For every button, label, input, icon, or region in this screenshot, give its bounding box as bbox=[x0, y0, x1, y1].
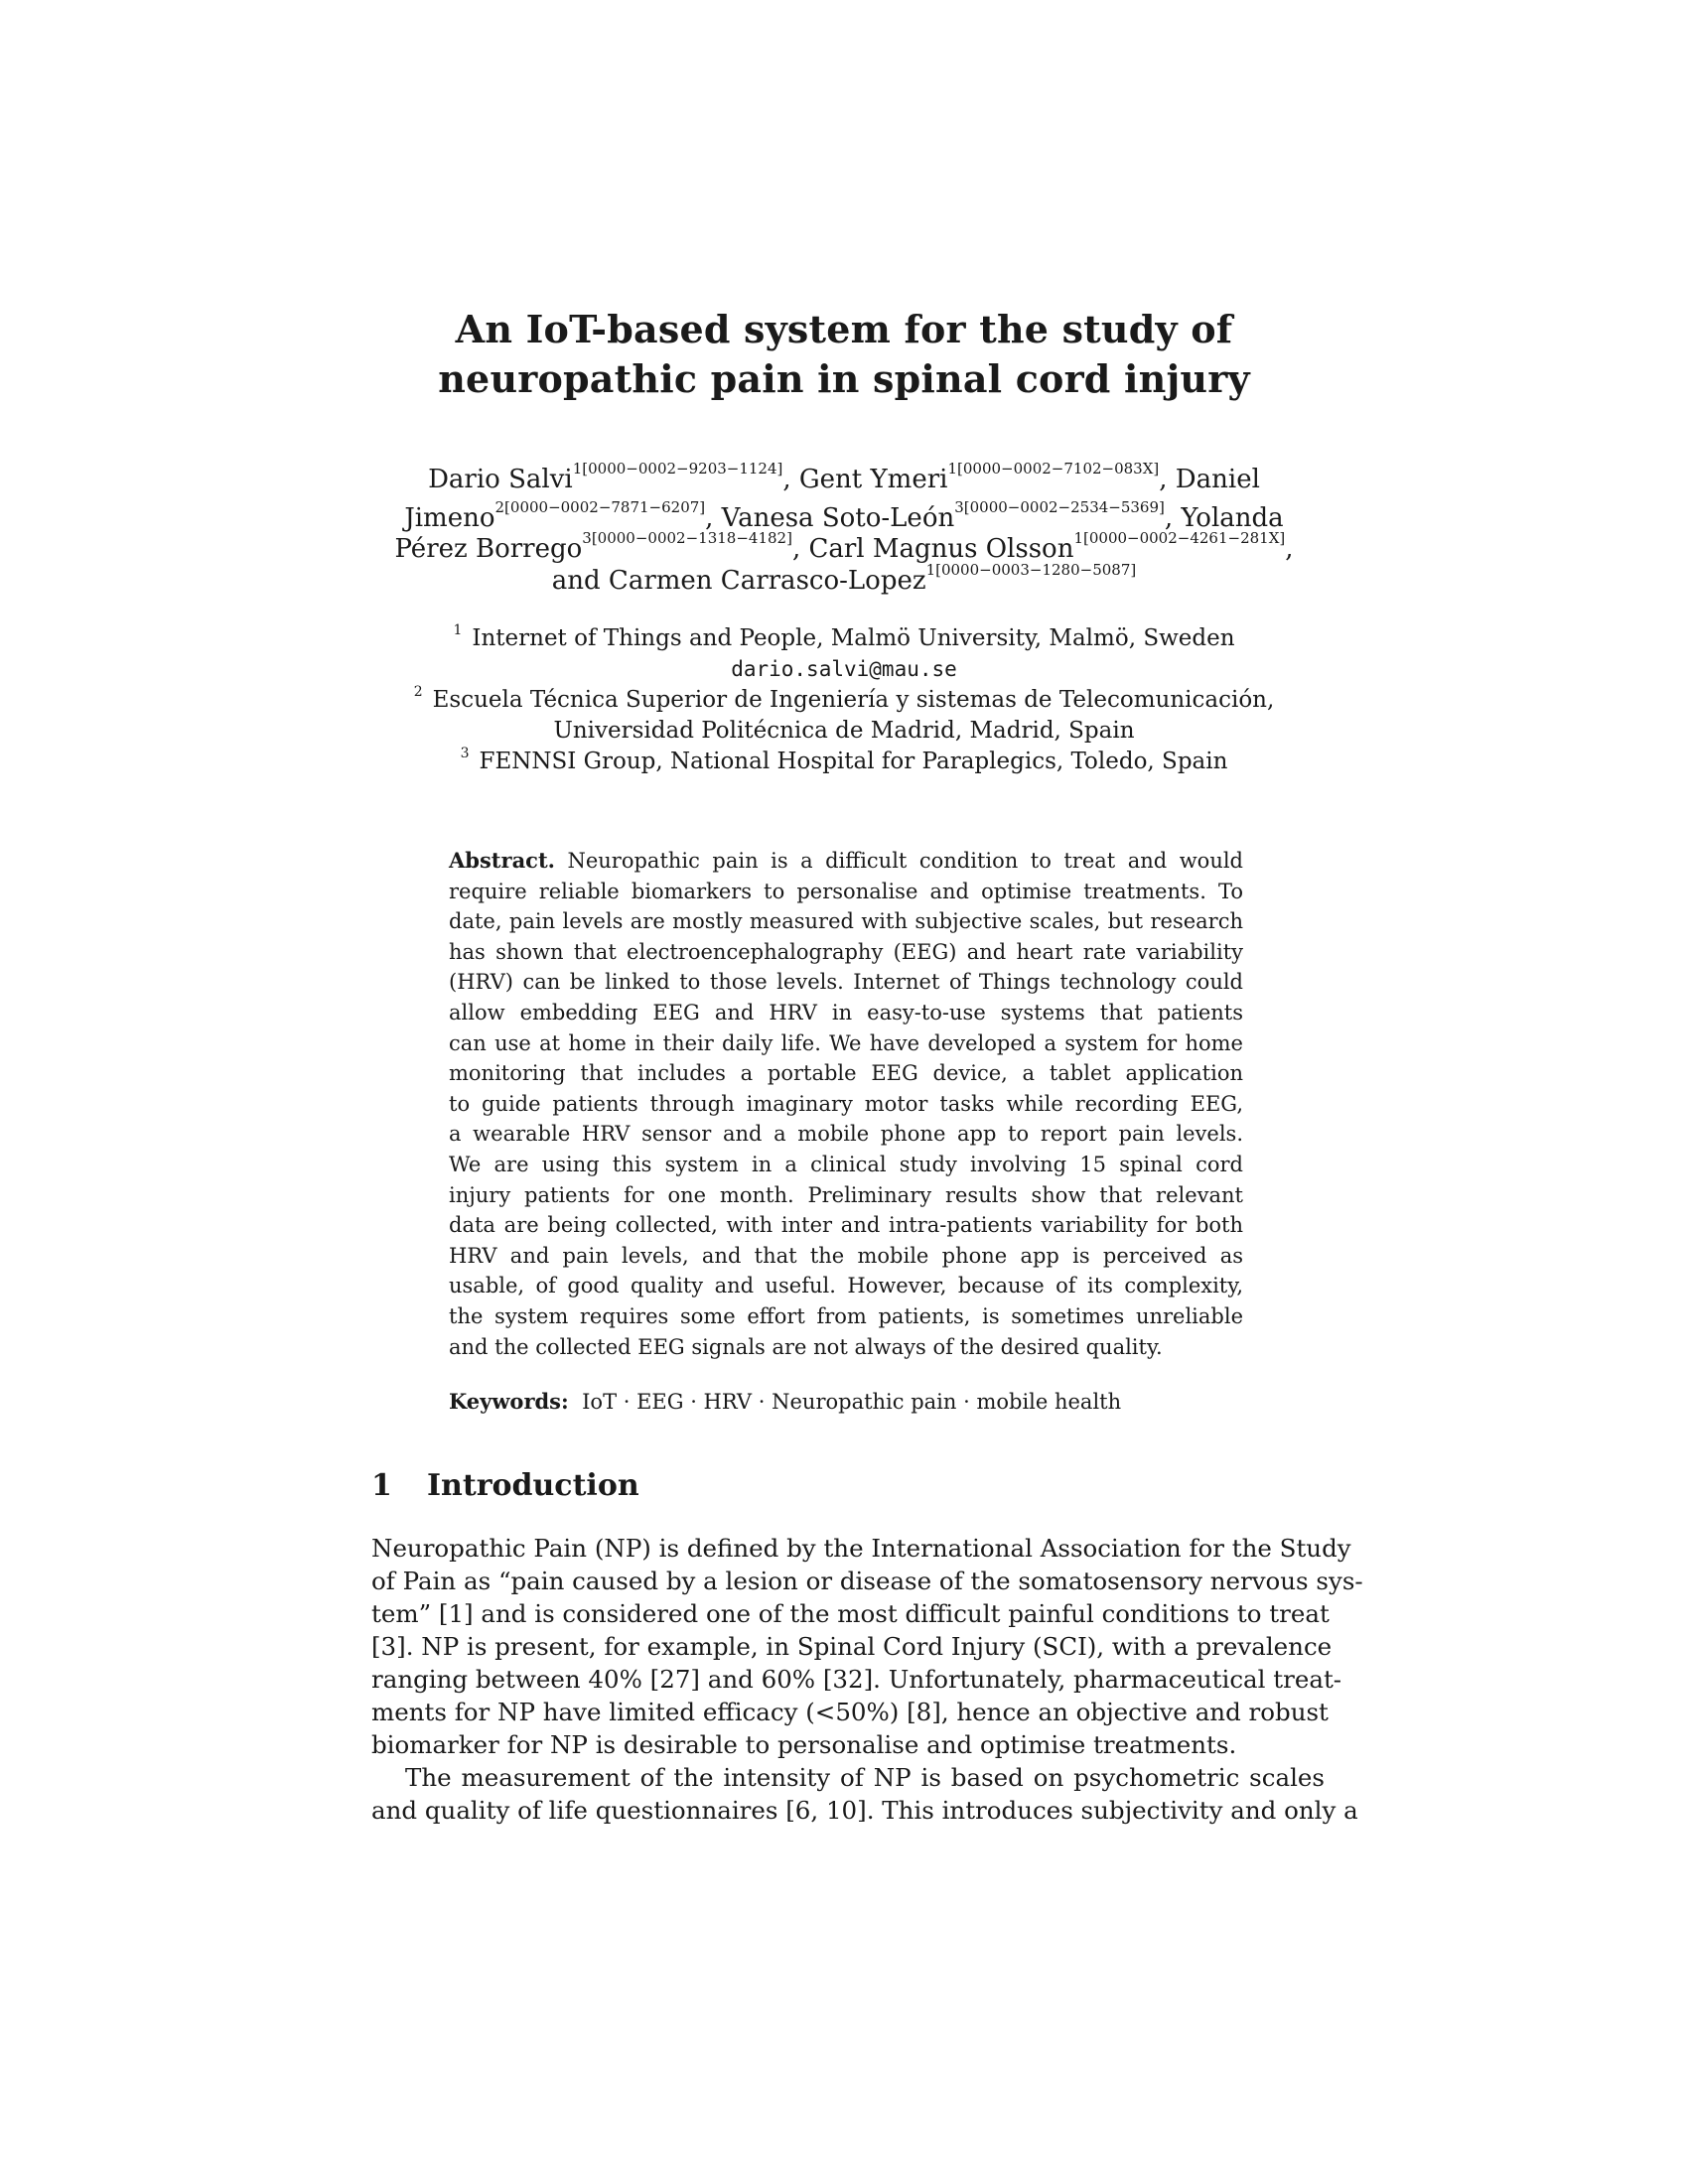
abstract-line: data are being collected, with inter and intra-patients variability for both bbox=[449, 1213, 1243, 1238]
body-line: ments for NP have limited efficacy (<50%) [8], hence an objective and robust bbox=[371, 1698, 1329, 1726]
author-line-2: Jimeno$^{2[0000-0002-7871-6207]}$, Vanesa Soto-León$^{3[0000-0002-2534-5369]}$, Yolanda bbox=[404, 498, 1284, 533]
author-name: , Vanesa Soto-León bbox=[705, 503, 955, 533]
abstract-line: allow embedding EEG and HRV in easy-to-use systems that patients bbox=[449, 1000, 1243, 1024]
body-line: tem” [1] and is considered one of the most difficult painful conditions to treat bbox=[371, 1599, 1330, 1628]
abstract-line: date, pain levels are mostly measured with subjective scales, but research bbox=[449, 909, 1243, 934]
author-name: , Gent Ymeri bbox=[782, 465, 948, 494]
abstract-label: Abstract. bbox=[449, 848, 555, 873]
body-line: biomarker for NP is desirable to personalise and optimise treatments. bbox=[371, 1730, 1237, 1759]
abstract-line: usable, of good quality and useful. However, because of its complexity, bbox=[449, 1274, 1243, 1298]
orcid: [0000−0002−7102−083X] bbox=[957, 460, 1160, 478]
author-name: Pérez Borrego bbox=[394, 534, 583, 564]
body-line: ranging between 40% [27] and 60% [32]. Unfortunately, pharmaceutical treat- bbox=[371, 1665, 1342, 1694]
affiliation-1: $^1$ Internet of Things and People, Malmö University, Malmö, Sweden bbox=[453, 622, 1235, 651]
body-line: [3]. NP is present, for example, in Spinal Cord Injury (SCI), with a prevalence bbox=[371, 1632, 1333, 1661]
orcid: [0000−0002−4261−281X] bbox=[1083, 529, 1286, 547]
paper-title-line-1: An IoT-based system for the study of bbox=[455, 307, 1233, 351]
abstract-line: the system requires some effort from patients, is sometimes unreliable bbox=[449, 1303, 1243, 1328]
author-line-1: Dario Salvi$^{1[0000-0002-9203-1124]}$, Gent Ymeri$^{1[0000-0002-7102-083X]}$, Daniel bbox=[428, 460, 1260, 494]
affiliation-2-line-2: Universidad Politécnica de Madrid, Madrid, Spain bbox=[553, 718, 1135, 744]
body-line: and quality of life questionnaires [6, 10]. This introduces subjectivity and only a bbox=[371, 1796, 1358, 1825]
body-line: Neuropathic Pain (NP) is defined by the International Association for the Study bbox=[371, 1534, 1351, 1563]
section-title: Introduction bbox=[427, 1468, 639, 1503]
abstract-line: injury patients for one month. Preliminary results show that relevant bbox=[449, 1182, 1243, 1207]
body-text bbox=[371, 1532, 1363, 1827]
author-name: , Daniel bbox=[1159, 465, 1260, 494]
author-name: , Carl Magnus Olsson bbox=[791, 534, 1074, 564]
keywords-label: Keywords: bbox=[449, 1389, 569, 1414]
author-name: Dario Salvi bbox=[428, 465, 573, 494]
abstract-line: has shown that electroencephalography (EEG) and heart rate variability bbox=[449, 939, 1243, 964]
abstract-line: can use at home in their daily life. We have developed a system for home bbox=[449, 1030, 1243, 1055]
body-line: of Pain as “pain caused by a lesion or disease of the somatosensory nervous sys- bbox=[371, 1567, 1363, 1595]
abstract-line: Abstract. Neuropathic pain is a difficult condition to treat and would bbox=[449, 848, 1244, 873]
abstract-line: HRV and pain levels, and that the mobile phone app is perceived as bbox=[449, 1243, 1243, 1268]
author-name: , Yolanda bbox=[1164, 503, 1284, 533]
abstract-line: a wearable HRV sensor and a mobile phone app to report pain levels. bbox=[449, 1122, 1243, 1147]
abstract-line: to guide patients through imaginary motor tasks while recording EEG, bbox=[449, 1091, 1243, 1116]
abstract-line: We are using this system in a clinical study involving 15 spinal cord bbox=[449, 1152, 1243, 1176]
paper-title-line-2: neuropathic pain in spinal cord injury bbox=[438, 356, 1250, 401]
orcid: [0000−0002−1318−4182] bbox=[591, 529, 792, 547]
abstract-line: and the collected EEG signals are not always of the desired quality. bbox=[449, 1334, 1163, 1359]
keywords-text: IoT · EEG · HRV · Neuropathic pain · mobile health bbox=[582, 1390, 1122, 1414]
orcid: [0000−0003−1280−5087] bbox=[935, 561, 1137, 579]
body-line: The measurement of the intensity of NP is based on psychometric scales bbox=[405, 1763, 1325, 1792]
section-heading bbox=[371, 1468, 639, 1503]
author-line-4: and Carmen Carrasco-Lopez$^{1[0000-0003-1280-5087]}$ bbox=[551, 561, 1137, 596]
abstract-line: require reliable biomarkers to personalise and optimise treatments. To bbox=[449, 879, 1243, 903]
orcid: [0000−0002−7871−6207] bbox=[504, 498, 706, 516]
abstract-line: (HRV) can be linked to those levels. Internet of Things technology could bbox=[449, 970, 1243, 995]
affiliation-2: $^2$ Escuela Técnica Superior de Ingeniería y sistemas de Telecomunicación, bbox=[413, 684, 1275, 713]
abstract bbox=[449, 846, 1243, 1362]
affiliation-3: $^3$ FENNSI Group, National Hospital for Paraplegics, Toledo, Spain bbox=[460, 746, 1228, 774]
email-link[interactable]: dario.salvi@mau.se bbox=[731, 657, 957, 681]
author-name: and Carmen Carrasco-Lopez bbox=[551, 566, 926, 596]
orcid: [0000−0002−2534−5369] bbox=[963, 498, 1165, 516]
author-line-3: Pérez Borrego$^{3[0000-0002-1318-4182]}$, Carl Magnus Olsson$^{1[0000-0002-4261-281X]}$, bbox=[394, 529, 1294, 564]
orcid: [0000−0002−9203−1124] bbox=[582, 460, 783, 478]
section-number: 1 bbox=[371, 1468, 392, 1503]
author-name: Jimeno bbox=[404, 503, 495, 533]
abstract-line: monitoring that includes a portable EEG device, a tablet application bbox=[449, 1061, 1243, 1086]
keywords bbox=[449, 1387, 1121, 1417]
